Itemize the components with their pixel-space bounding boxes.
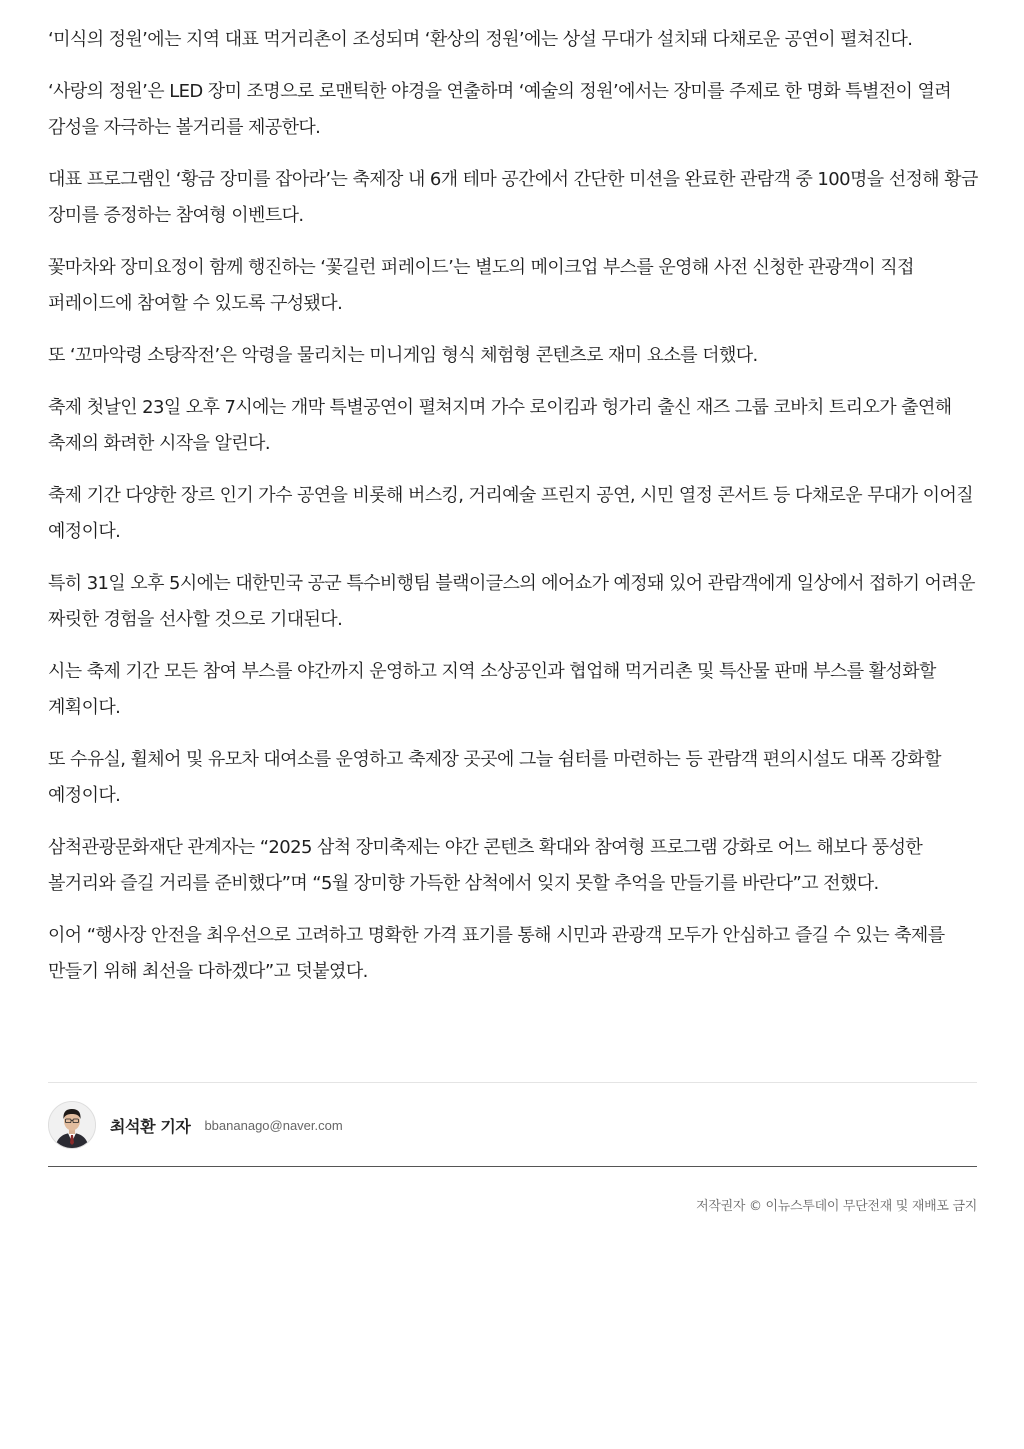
copyright-notice: 저작권자 © 이뉴스투데이 무단전재 및 재배포 금지 [696, 1199, 977, 1214]
article-paragraph: 또 ‘꼬마악령 소탕작전’은 악령을 물리치는 미니게임 형식 체험형 콘텐츠로 재미 요소를 더했다. [48, 345, 758, 366]
reporter-byline [48, 1100, 343, 1150]
article-body [48, 22, 978, 1006]
reporter-avatar[interactable] [48, 1101, 96, 1149]
article-paragraph: ‘사랑의 정원’은 LED 장미 조명으로 로맨틱한 야경을 연출하며 ‘예술의 정원’에서는 장미를 주제로 한 명화 특별전이 열려 감성을 자극하는 볼거리를 제공한다. [48, 81, 952, 138]
article-paragraph: 이어 “행사장 안전을 최우선으로 고려하고 명확한 가격 표기를 통해 시민과 관광객 모두가 안심하고 즐길 수 있는 축제를 만들기 위해 최선을 다하겠다”고 덧붙였다. [48, 925, 945, 982]
article-paragraph: 대표 프로그램인 ‘황금 장미를 잡아라’는 축제장 내 6개 테마 공간에서 간단한 미션을 완료한 관람객 중 100명을 선정해 황금 장미를 증정하는 참여형 이벤트다. [48, 169, 978, 226]
article-paragraph: 축제 기간 다양한 장르 인기 가수 공연을 비롯해 버스킹, 거리예술 프린지 공연, 시민 열정 콘서트 등 다채로운 무대가 이어질 예정이다. [48, 485, 974, 542]
reporter-name[interactable]: 최석환 기자 [110, 1116, 191, 1136]
article-paragraph: 꽃마차와 장미요정이 함께 행진하는 ‘꽃길런 퍼레이드’는 별도의 메이크업 부스를 운영해 사전 신청한 관광객이 직접 퍼레이드에 참여할 수 있도록 구성됐다. [48, 257, 914, 314]
article-paragraph: 특히 31일 오후 5시에는 대한민국 공군 특수비행팀 블랙이글스의 에어쇼가 예정돼 있어 관람객에게 일상에서 접하기 어려운 짜릿한 경험을 선사할 것으로 기대된다. [48, 573, 975, 630]
byline-divider [48, 1082, 977, 1083]
article-paragraph: 또 수유실, 휠체어 및 유모차 대여소를 운영하고 축제장 곳곳에 그늘 쉼터를 마련하는 등 관람객 편의시설도 대폭 강화할 예정이다. [48, 749, 941, 806]
footer-divider [48, 1166, 977, 1167]
article-paragraph: 축제 첫날인 23일 오후 7시에는 개막 특별공연이 펼쳐지며 가수 로이킴과 헝가리 출신 재즈 그룹 코바치 트리오가 출연해 축제의 화려한 시작을 알린다. [48, 397, 952, 454]
article-paragraph: 시는 축제 기간 모든 참여 부스를 야간까지 운영하고 지역 소상공인과 협업해 먹거리촌 및 특산물 판매 부스를 활성화할 계획이다. [48, 661, 936, 718]
article-paragraph: 삼척관광문화재단 관계자는 “2025 삼척 장미축제는 야간 콘텐츠 확대와 참여형 프로그램 강화로 어느 해보다 풍성한 볼거리와 즐길 거리를 준비했다”며 “5월 장미향 가득한 삼척에서 잊지 못할 추억을 만들기를 바란다”고 전했다. [48, 837, 923, 894]
reporter-email[interactable]: bbananago@naver.com [204, 1117, 343, 1133]
article-paragraph: ‘미식의 정원’에는 지역 대표 먹거리촌이 조성되며 ‘환상의 정원’에는 상설 무대가 설치돼 다채로운 공연이 펼쳐진다. [48, 29, 913, 50]
